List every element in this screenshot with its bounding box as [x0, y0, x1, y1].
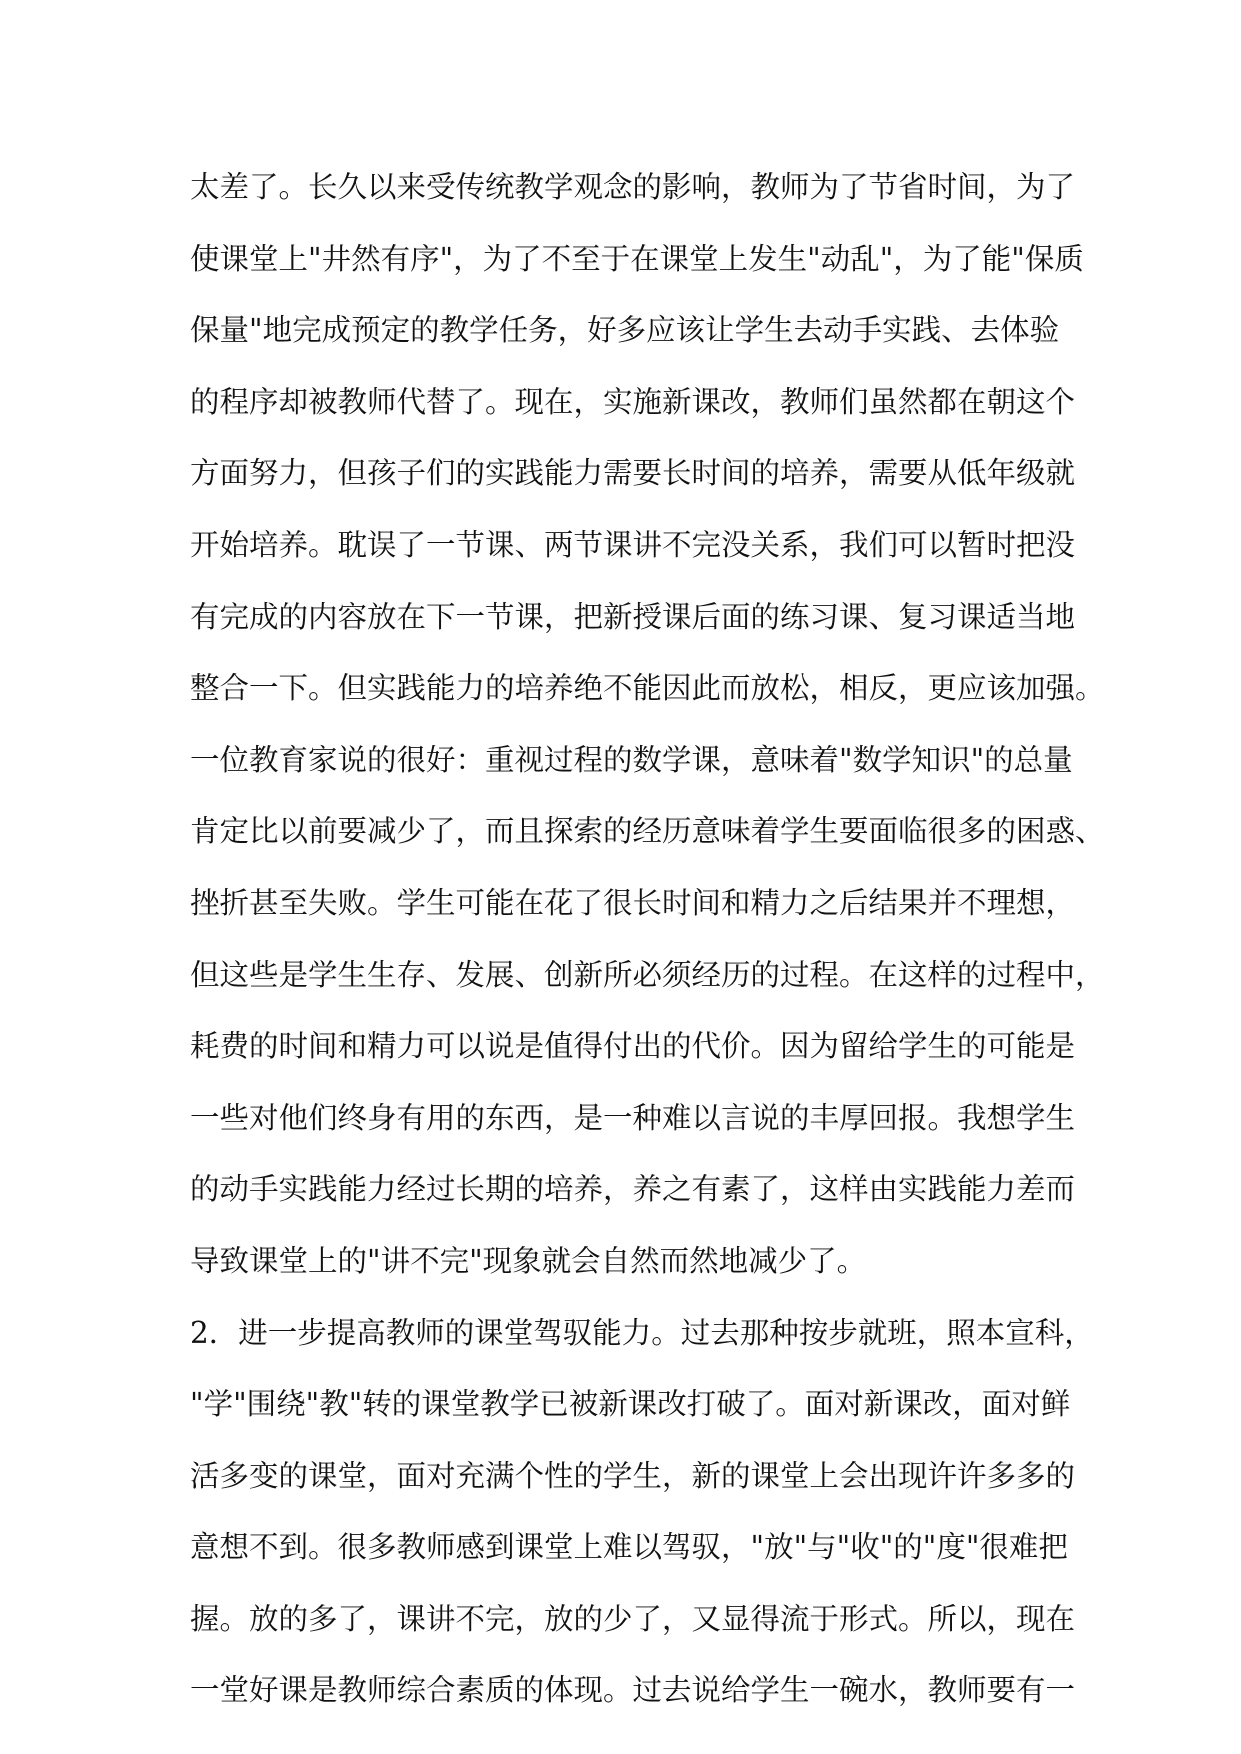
- text-line: 开始培养。耽误了一节课、两节课讲不完没关系，我们可以暂时把没: [190, 527, 1076, 562]
- text-line: 握。放的多了，课讲不完，放的少了，又显得流于形式。所以，现在: [190, 1601, 1076, 1636]
- text-line: 整合一下。但实践能力的培养绝不能因此而放松，相反，更应该加强。: [190, 671, 1105, 706]
- text-line: 导致课堂上的"讲不完"现象就会自然而然地减少了。: [190, 1243, 867, 1278]
- text-line: 活多变的课堂，面对充满个性的学生，新的课堂上会出现许许多多的: [190, 1458, 1076, 1493]
- text-line: 的动手实践能力经过长期的培养，养之有素了，这样由实践能力差而: [190, 1172, 1076, 1207]
- text-line: 耗费的时间和精力可以说是值得付出的代价。因为留给学生的可能是: [190, 1029, 1076, 1064]
- body-text: [190, 152, 1105, 1727]
- numbered-heading-line: 2．进一步提高教师的课堂驾驭能力。过去那种按步就班，照本宣科，: [190, 1315, 1094, 1350]
- text-line: 一堂好课是教师综合素质的体现。过去说给学生一碗水，教师要有一: [190, 1673, 1076, 1708]
- text-line: 方面努力，但孩子们的实践能力需要长时间的培养，需要从低年级就: [190, 456, 1076, 491]
- text-line: 挫折甚至失败。学生可能在花了很长时间和精力之后结果并不理想，: [190, 885, 1076, 920]
- text-line: 太差了。长久以来受传统教学观念的影响，教师为了节省时间，为了: [190, 170, 1076, 204]
- text-line: 意想不到。很多教师感到课堂上难以驾驭，"放"与"收"的"度"很难把: [190, 1530, 1068, 1565]
- text-line: 肯定比以前要减少了，而且探索的经历意味着学生要面临很多的困惑、: [190, 814, 1105, 849]
- text-line: 一些对他们终身有用的东西，是一种难以言说的丰厚回报。我想学生: [190, 1100, 1076, 1135]
- text-line: 一位教育家说的很好：重视过程的数学课，意味着"数学知识"的总量: [190, 742, 1073, 777]
- text-line: 有完成的内容放在下一节课，把新授课后面的练习课、复习课适当地: [190, 599, 1076, 634]
- text-line: 保量"地完成预定的教学任务，好多应该让学生去动手实践、去体验: [190, 313, 1060, 348]
- text-line: 的程序却被教师代替了。现在，实施新课改，教师们虽然都在朝这个: [190, 384, 1076, 419]
- text-line: "学"围绕"教"转的课堂教学已被新课改打破了。面对新课改，面对鲜: [190, 1387, 1071, 1422]
- text-line: 但这些是学生生存、发展、创新所必须经历的过程。在这样的过程中，: [190, 957, 1105, 992]
- text-line: 使课堂上"井然有序"，为了不至于在课堂上发生"动乱"，为了能"保质: [190, 241, 1084, 276]
